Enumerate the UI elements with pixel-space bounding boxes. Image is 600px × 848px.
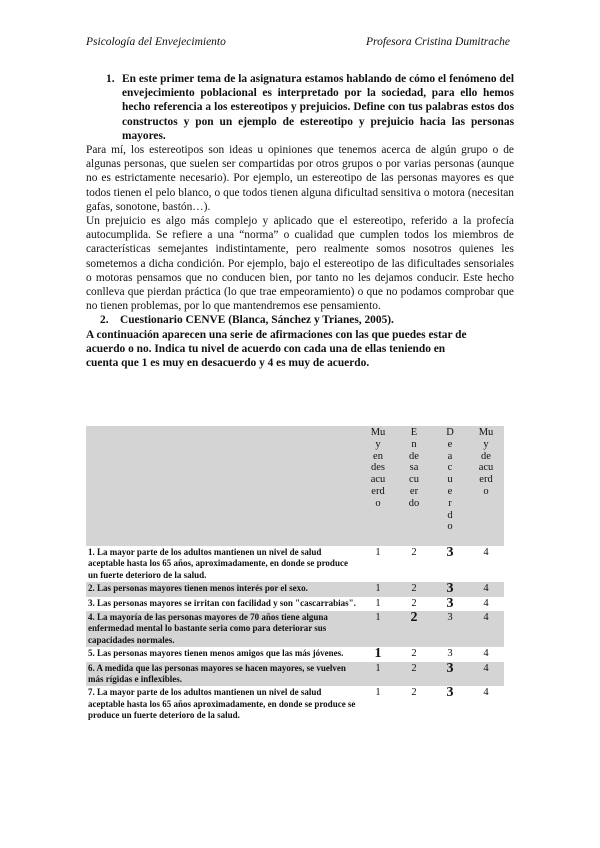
- scale-header-2: [396, 426, 432, 546]
- rating-option-3[interactable]: [432, 597, 468, 611]
- rating-option-4[interactable]: [468, 597, 504, 611]
- table-row: [86, 611, 504, 647]
- scale-header-fragment: D: [446, 427, 454, 438]
- rating-option-1[interactable]: [360, 647, 396, 661]
- rating-option-1[interactable]: [360, 662, 396, 687]
- rating-value: 3: [446, 595, 454, 611]
- rating-option-1[interactable]: [360, 546, 396, 582]
- rating-option-2[interactable]: [396, 597, 432, 611]
- header-course: Psicología del Envejecimiento: [86, 36, 226, 48]
- question-2-number: 2.: [100, 314, 109, 327]
- rating-value: 3: [447, 648, 453, 660]
- scale-header-fragment: o: [447, 521, 453, 533]
- rating-option-2[interactable]: [396, 582, 432, 596]
- scale-header-fragment: do: [408, 497, 420, 509]
- rating-value: 2: [411, 583, 417, 595]
- rating-value: 1: [375, 687, 381, 699]
- rating-value: 1: [375, 583, 381, 595]
- rating-value: 4: [483, 687, 489, 699]
- rating-option-1[interactable]: [360, 686, 396, 722]
- rating-value: 1: [375, 612, 381, 624]
- table-header-blank: [86, 426, 360, 546]
- rating-value: 2: [411, 662, 417, 674]
- rating-option-3[interactable]: [432, 582, 468, 596]
- scale-header-fragment: de: [481, 450, 491, 462]
- rating-option-2[interactable]: [396, 662, 432, 687]
- scale-header-fragment: erd: [479, 474, 493, 486]
- scale-header-fragment: erd: [371, 485, 385, 497]
- item-statement: 2. Las personas mayores tienen menos interés por el sexo.: [86, 582, 360, 596]
- header-teacher: Profesora Cristina Dumitrache: [366, 36, 510, 48]
- scale-header-fragment: o: [375, 497, 381, 509]
- scale-header-1: [360, 426, 396, 546]
- scale-header-fragment: n: [411, 438, 417, 450]
- rating-value: 4: [483, 583, 489, 595]
- table-row: [86, 662, 504, 687]
- rating-value: 4: [483, 597, 489, 609]
- question-2-title: [100, 313, 514, 327]
- rating-value: 4: [483, 612, 489, 624]
- scale-header-fragment: Mu: [478, 427, 494, 438]
- rating-value: 2: [411, 547, 417, 558]
- rating-option-4[interactable]: [468, 647, 504, 661]
- item-statement: 1. La mayor parte de los adultos mantienen un nivel de salud aceptable hasta los 65 años, aproximadamente, en donde se produce un fuerte deterioro de la salud.: [88, 547, 348, 580]
- rating-value: 2: [411, 687, 417, 699]
- scale-header-fragment: de: [409, 450, 419, 462]
- scale-header-fragment: u: [447, 474, 453, 486]
- scale-header-fragment: e: [447, 438, 453, 450]
- rating-option-1[interactable]: [360, 597, 396, 611]
- rating-option-1[interactable]: [360, 611, 396, 647]
- table-row: [86, 546, 504, 582]
- rating-value: 4: [483, 547, 489, 558]
- question-1-number: 1.: [106, 73, 115, 85]
- rating-option-2[interactable]: [396, 647, 432, 661]
- table-row: [86, 597, 504, 611]
- scale-header-fragment: o: [483, 485, 489, 497]
- rating-option-3[interactable]: [432, 546, 468, 582]
- rating-option-2[interactable]: [396, 611, 432, 647]
- document-body: [86, 72, 514, 370]
- rating-option-4[interactable]: [468, 686, 504, 722]
- scale-header-3: [432, 426, 468, 546]
- scale-header-fragment: r: [448, 497, 452, 509]
- rating-value: 1: [375, 662, 381, 674]
- rating-value: 3: [446, 685, 454, 701]
- page-header: [86, 36, 510, 52]
- question-1-text: En este primer tema de la asignatura estamos hablando de cómo el fenómeno del envejecimiento poblacional es interpretado por la sociedad, para ello hemos hecho referencia a los estereotipos y prejuicios. Define con tus palabras estos dos constructos y pon un ejemplo de estereotipo y prejuicio hacia las personas mayores.: [122, 73, 514, 142]
- table-row: [86, 582, 504, 596]
- rating-option-4[interactable]: [468, 546, 504, 582]
- question-2-intro: A continuación aparecen una serie de afirmaciones con las que puedes estar de acuerdo o no. Indica tu nivel de acuerdo con cada una de ellas teniendo en cuenta que 1 es muy en desacuerdo y 4 es muy de acuerdo.: [86, 328, 467, 370]
- scale-header-4: [468, 426, 504, 546]
- scale-header-fragment: cu: [409, 474, 419, 486]
- rating-option-1[interactable]: [360, 582, 396, 596]
- item-statement: 7. La mayor parte de los adultos mantienen un nivel de salud aceptable hasta los 65 años aproximadamente, en donde se produce se produce un fuerte deterioro de la salud.: [88, 687, 356, 721]
- table-row: [86, 647, 504, 661]
- rating-value: 4: [483, 648, 489, 660]
- rating-value: 4: [483, 662, 489, 674]
- item-statement: 5. Las personas mayores tienen menos amigos que las más jóvenes.: [88, 648, 344, 659]
- answer-1-paragraph-2: Un prejuicio es algo más complejo y aplicado que el estereotipo, referido a la profecía autocumplida. Se refiere a una “norma” o cualidad que cumplen todos los miembros de características semejantes indistintamente, pero realmente somos nosotros quienes les sometemos a dicha condición. Por ejemplo, bajo el estereotipo de las dificultades sensoriales o motoras pensamos que no conducen bien, por tanto no les dejamos conducir. Este hecho conlleva que pierdan práctica (lo que trae empeoramiento) o que no podamos comprobar que no tienen problemas, por lo que mantendremos ese pensamiento.: [86, 215, 514, 313]
- scale-header-fragment: acu: [370, 474, 386, 486]
- cenve-table: [86, 426, 504, 723]
- rating-option-4[interactable]: [468, 611, 504, 647]
- rating-value: 2: [410, 610, 418, 626]
- scale-header-fragment: acu: [478, 462, 494, 474]
- scale-header-fragment: Mu: [370, 427, 386, 438]
- scale-header-fragment: a: [447, 450, 453, 462]
- scale-header-fragment: e: [447, 485, 453, 497]
- rating-option-2[interactable]: [396, 686, 432, 722]
- scale-header-fragment: sa: [409, 462, 419, 474]
- item-statement: 3. Las personas mayores se irritan con facilidad y son "cascarrabias".: [88, 597, 356, 608]
- question-1: [106, 72, 514, 143]
- rating-value: 3: [447, 612, 453, 624]
- rating-option-3[interactable]: [432, 662, 468, 687]
- answer-1-paragraph-1: Para mí, los estereotipos son ideas u opiniones que tenemos acerca de algún grupo o de algunas personas, que suelen ser compartidas por otros grupos o por varias personas (aunque no es estrictamente necesario). Por ejemplo, un estereotipo de las personas mayores es que todos tienen el pelo blanco, o que todos tienen alguna dificultad sensitiva o motora (necesitan gafas, sonotone, bastón…).: [86, 144, 514, 213]
- scale-header-fragment: y: [375, 438, 381, 450]
- rating-value: 2: [411, 597, 417, 609]
- rating-value: 1: [374, 646, 382, 662]
- scale-header-fragment: E: [410, 427, 418, 438]
- rating-option-4[interactable]: [468, 582, 504, 596]
- question-2-text: Cuestionario CENVE (Blanca, Sánchez y Trianes, 2005).: [120, 314, 394, 327]
- rating-option-4[interactable]: [468, 662, 504, 687]
- scale-header-fragment: d: [447, 509, 453, 521]
- rating-value: 3: [446, 581, 454, 597]
- item-statement: 6. A medida que las personas mayores se hacen mayores, se vuelven más rígidas e inflexibles.: [86, 662, 360, 687]
- table-row: [86, 686, 504, 722]
- scale-header-fragment: er: [409, 485, 419, 497]
- rating-option-3[interactable]: [432, 686, 468, 722]
- rating-value: 3: [446, 545, 454, 560]
- rating-value: 1: [375, 547, 381, 558]
- rating-option-3[interactable]: [432, 647, 468, 661]
- scale-header-fragment: en: [373, 450, 383, 462]
- item-statement: 4. La mayoría de las personas mayores de 70 años tiene alguna enfermedad mental lo bastante seria como para deteriorar sus capacidades normales.: [86, 611, 360, 647]
- table-header-row: [86, 426, 504, 546]
- rating-value: 2: [411, 648, 417, 660]
- scale-header-fragment: des: [371, 462, 385, 474]
- rating-option-2[interactable]: [396, 546, 432, 582]
- scale-header-fragment: c: [447, 462, 453, 474]
- scale-header-fragment: y: [483, 438, 489, 450]
- rating-option-3[interactable]: [432, 611, 468, 647]
- rating-value: 3: [446, 660, 454, 676]
- rating-value: 1: [375, 597, 381, 609]
